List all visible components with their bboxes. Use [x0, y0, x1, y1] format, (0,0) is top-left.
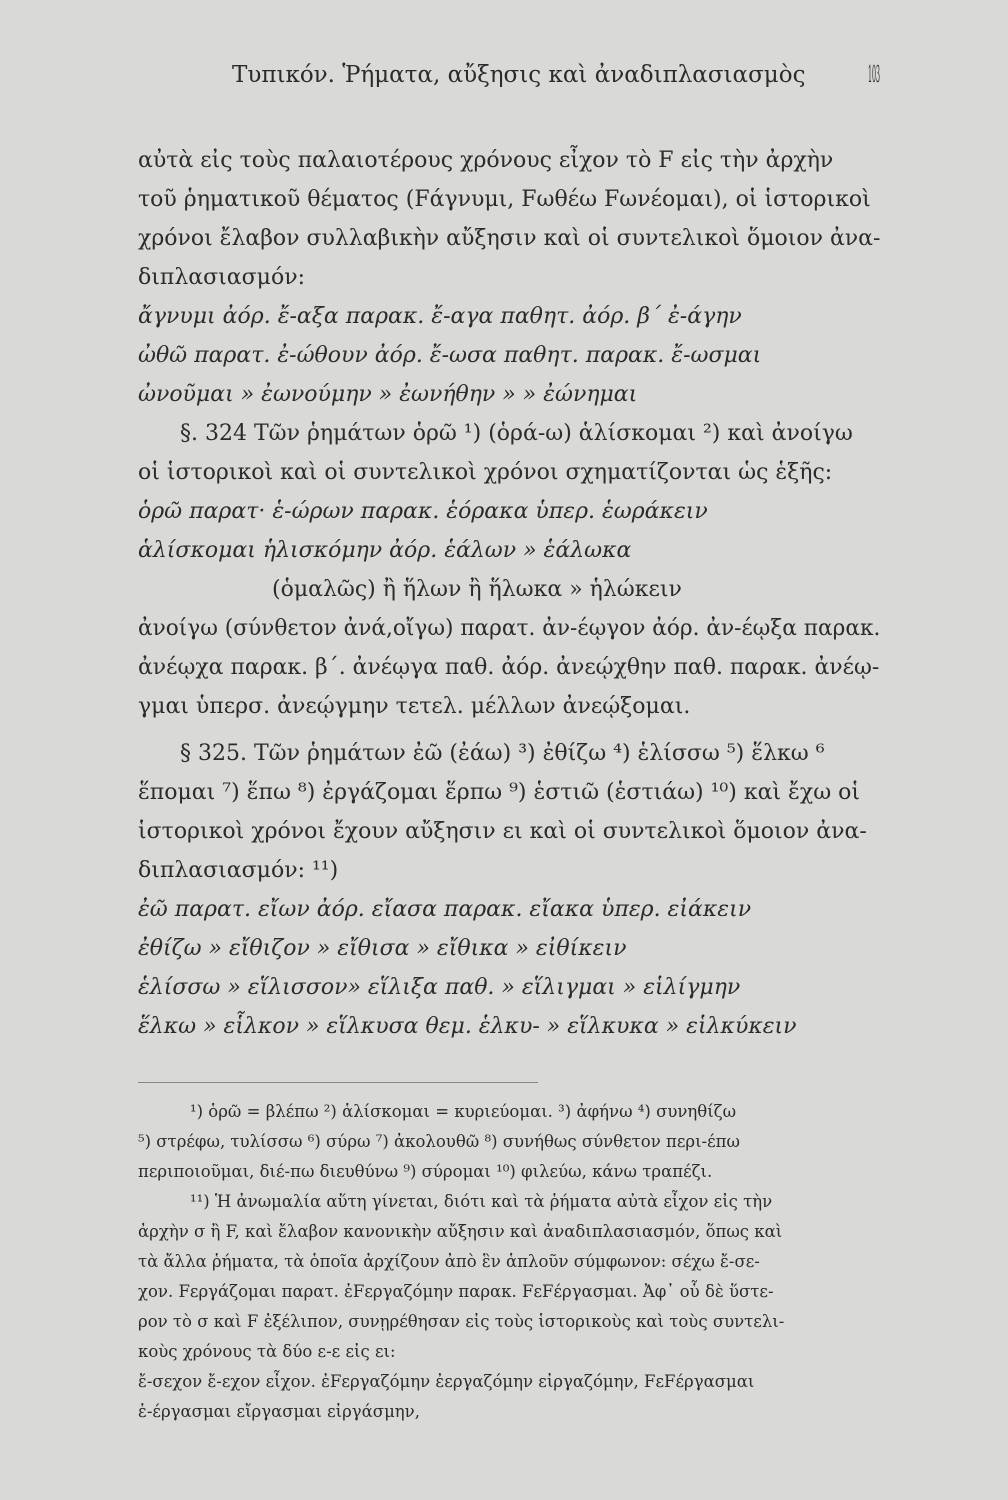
text-line: ἀνέῳχα παρακ. β΄. ἀνέῳγα παθ. ἀόρ. ἀνεῴχθην παθ. παρακ. ἀνέῳ-: [138, 655, 880, 680]
footnote-line: ἑ-έργασμαι εἴργασμαι εἰργάσμην,: [138, 1402, 420, 1421]
section-heading-324: §. 324 Τῶν ῥημάτων ὁρῶ ¹) (ὁρά-ω) ἁλίσκομαι ²) καὶ ἀνοίγω: [180, 421, 853, 446]
section-heading-325: § 325. Τῶν ῥημάτων ἐῶ (ἐάω) ³) ἐθίζω ⁴) ἑλίσσω ⁵) ἕλκω ⁶: [180, 741, 825, 766]
footnote-line: ἔ-σεχον ἔ-εχον εἶχον. ἐFεργαζόμην ἐεργαζόμην εἰργαζόμην, FεFέργασμαι: [138, 1372, 755, 1391]
verb-table-line: ἑλίσσω » εἵλισσον» εἵλιξα παθ. » εἵλιγμαι » εἱλίγμην: [138, 975, 741, 1000]
footnote-line: χον. Fεργάζομαι παρατ. ἐFεργαζόμην παρακ. FεFέργασμαι. Ἀφ᾽ οὗ δὲ ὕστε-: [138, 1282, 774, 1301]
verb-table-line: ἄγνυμι ἀόρ. ἔ-αξα παρακ. ἔ-αγα παθητ. ἀόρ. β΄ ἐ-άγην: [138, 304, 742, 329]
verb-table-line: ὠθῶ παρατ. ἐ-ώθουν ἀόρ. ἔ-ωσα παθητ. παρακ. ἔ-ωσμαι: [138, 343, 762, 368]
text-line: οἱ ἱστορικοὶ καὶ οἱ συντελικοὶ χρόνοι σχηματίζονται ὡς ἑξῆς:: [138, 460, 833, 485]
footnote-line: ¹¹) Ἡ ἀνωμαλία αὕτη γίνεται, διότι καὶ τὰ ῥήματα αὐτὰ εἶχον εἰς τὴν: [190, 1192, 773, 1211]
text-line: διπλασιασμόν: ¹¹): [138, 858, 339, 883]
text-line: χρόνοι ἔλαβον συλλαβικὴν αὔξησιν καὶ οἱ συντελικοὶ ὅμοιον ἀνα-: [138, 226, 881, 251]
text-line: γμαι ὑπερσ. ἀνεῴγμην τετελ. μέλλων ἀνεῴξομαι.: [138, 694, 691, 719]
footnote-line: ἀρχὴν σ ἢ F, καὶ ἔλαβον κανονικὴν αὔξησιν καὶ ἀναδιπλασιασμόν, ὅπως καὶ: [138, 1222, 783, 1241]
text-line: ἕπομαι ⁷) ἕπω ⁸) ἐργάζομαι ἕρπω ⁹) ἑστιῶ (ἑστιάω) ¹⁰) καὶ ἔχω οἱ: [138, 780, 860, 805]
text-line: ἀνοίγω (σύνθετον ἀνά,οἴγω) παρατ. ἀν-έῳγον ἀόρ. ἀν-έῳξα παρακ.: [138, 616, 881, 641]
verb-table-line: ὠνοῦμαι » ἐωνούμην » ἐωνήθην » » ἐώνημαι: [138, 382, 638, 407]
verb-table-line: ἐθίζω » εἴθιζον » εἴθισα » εἴθικα » εἰθίκειν: [138, 936, 627, 961]
text-line: αὐτὰ εἰς τοὺς παλαιοτέρους χρόνους εἶχον τὸ F εἰς τὴν ἀρχὴν: [138, 148, 834, 173]
verb-table-line: ἕλκω » εἷλκον » εἵλκυσα θεμ. ἑλκυ- » εἵλκυκα » εἱλκύκειν: [138, 1014, 797, 1039]
running-title: Τυπικόν. Ῥήματα, αὔξησις καὶ ἀναδιπλασιασμὸς: [232, 62, 806, 88]
verb-table-line: ἁλίσκομαι ἡλισκόμην ἀόρ. ἑάλων » ἑάλωκα: [138, 538, 632, 563]
verb-table-line: ἐῶ παρατ. εἴων ἀόρ. εἴασα παρακ. εἴακα ὑπερ. εἰάκειν: [138, 897, 752, 922]
verb-table-line: (ὁμαλῶς) ἢ ἥλων ἢ ἥλωκα » ἡλώκειν: [272, 577, 682, 602]
footnote-line: κοὺς χρόνους τὰ δύο ε-ε εἰς ει:: [138, 1342, 396, 1361]
text-line: ἱστορικοὶ χρόνοι ἔχουν αὔξησιν ει καὶ οἱ συντελικοὶ ὅμοιον ἀνα-: [138, 819, 867, 844]
text-line: τοῦ ῥηματικοῦ θέματος (Fάγνυμι, Fωθέω Fωνέομαι), οἱ ἱστορικοὶ: [138, 187, 871, 212]
page-number: 103: [868, 62, 880, 88]
footnote-line: τὰ ἄλλα ῥήματα, τὰ ὁποῖα ἀρχίζουν ἀπὸ ἓν ἁπλοῦν σύμφωνον: σέχω ἔ-σε-: [138, 1252, 760, 1271]
footnote-line: ρον τὸ σ καὶ F ἐξέλιπον, συνῃρέθησαν εἰς τοὺς ἱστορικοὺς καὶ τοὺς συντελι-: [138, 1312, 785, 1331]
footnote-line: ⁵) στρέφω, τυλίσσω ⁶) σύρω ⁷) ἀκολουθῶ ⁸) συνήθως σύνθετον περι-έπω: [138, 1132, 740, 1151]
footnote-line: περιποιοῦμαι, διέ-πω διευθύνω ⁹) σύρομαι ¹⁰) φιλεύω, κάνω τραπέζι.: [138, 1162, 713, 1181]
footnote-rule: [138, 1082, 538, 1083]
footnote-line: ¹) ὁρῶ = βλέπω ²) ἁλίσκομαι = κυριεύομαι. ³) ἀφήνω ⁴) συνηθίζω: [190, 1102, 737, 1121]
text-line: διπλασιασμόν:: [138, 265, 305, 290]
verb-table-line: ὁρῶ παρατ· ἑ-ώρων παρακ. ἑόρακα ὑπερ. ἑωράκειν: [138, 499, 708, 524]
